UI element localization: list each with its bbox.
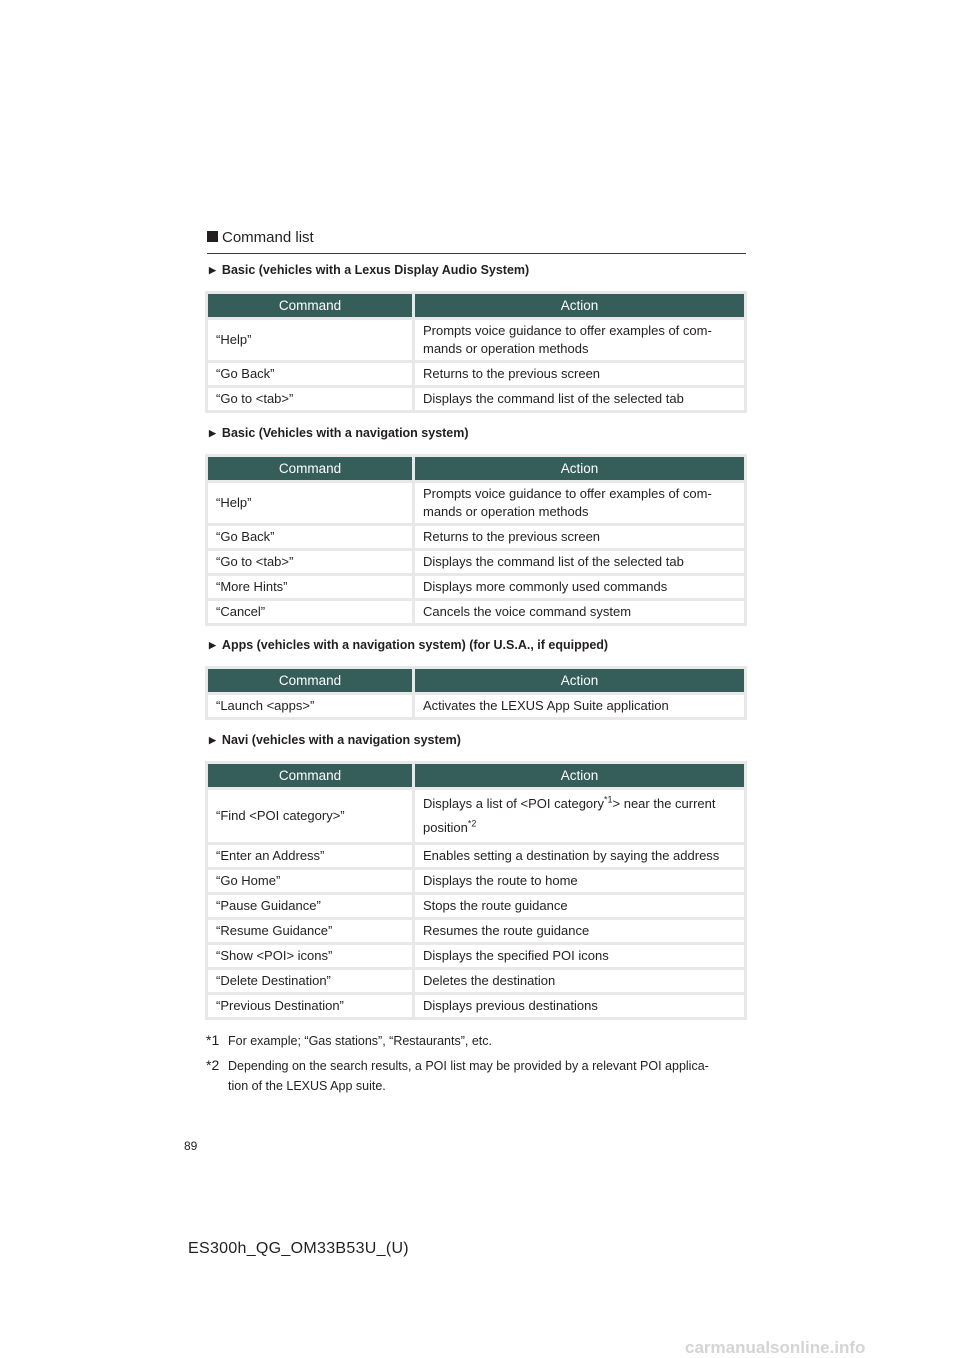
- action-cell: Deletes the destination: [415, 970, 744, 992]
- subsection-heading-text: Basic (Vehicles with a navigation system): [221, 426, 469, 440]
- triangle-bullet-icon: ▶: [209, 428, 216, 438]
- table-row: [208, 695, 744, 717]
- footnote-text: For example; “Gas stations”, “Restaurants”, etc.: [228, 1034, 492, 1048]
- column-header-action: Action: [415, 669, 744, 692]
- command-cell: “Previous Destination”: [208, 995, 412, 1017]
- triangle-bullet-icon: ▶: [209, 265, 216, 275]
- subsection-heading-text: Apps (vehicles with a navigation system) (for U.S.A., if equipped): [221, 638, 609, 652]
- table-header-row: [208, 457, 744, 480]
- action-text: > near the current: [612, 796, 716, 811]
- command-cell: “Go Back”: [208, 363, 412, 385]
- command-cell: “Go to <tab>”: [208, 551, 412, 573]
- footnote-text-continued: tion of the LEXUS App suite.: [228, 1079, 386, 1093]
- column-header-action: Action: [415, 457, 744, 480]
- action-cell: Stops the route guidance: [415, 895, 744, 917]
- subsection-heading-text: Navi (vehicles with a navigation system): [221, 733, 461, 747]
- table-header-row: [208, 764, 744, 787]
- command-table-navi: [205, 761, 747, 1020]
- table-row: [208, 920, 744, 942]
- table-row: [208, 790, 744, 842]
- subsection-heading-basic-nav: [209, 426, 469, 446]
- table-header-row: [208, 669, 744, 692]
- footnote-2: [206, 1055, 746, 1096]
- action-cell: Enables setting a destination by saying the address: [415, 845, 744, 867]
- command-cell: “Go to <tab>”: [208, 388, 412, 410]
- action-cell: Cancels the voice command system: [415, 601, 744, 623]
- command-table-basic-nav: [205, 454, 747, 626]
- command-cell: “Enter an Address”: [208, 845, 412, 867]
- footnote-ref: *1: [604, 794, 613, 805]
- document-code: ES300h_QG_OM33B53U_(U): [188, 1240, 409, 1257]
- action-cell: Returns to the previous screen: [415, 526, 744, 548]
- action-cell: Returns to the previous screen: [415, 363, 744, 385]
- table-header-row: [208, 294, 744, 317]
- section-heading: [207, 229, 746, 254]
- action-cell: Displays previous destinations: [415, 995, 744, 1017]
- table-row: [208, 483, 744, 523]
- command-cell: “Go Home”: [208, 870, 412, 892]
- subsection-heading-navi: [209, 733, 461, 753]
- action-cell: Displays the specified POI icons: [415, 945, 744, 967]
- command-cell: “Cancel”: [208, 601, 412, 623]
- command-cell: “Help”: [208, 320, 412, 360]
- action-text: Displays a list of <POI category: [423, 796, 604, 811]
- table-row: [208, 576, 744, 598]
- table-row: [208, 320, 744, 360]
- action-cell: Displays the command list of the selected tab: [415, 551, 744, 573]
- command-cell: “Launch <apps>”: [208, 695, 412, 717]
- command-cell: “Go Back”: [208, 526, 412, 548]
- action-text: position: [423, 820, 468, 835]
- command-cell: “Help”: [208, 483, 412, 523]
- column-header-action: Action: [415, 294, 744, 317]
- square-bullet-icon: [207, 231, 218, 242]
- column-header-command: Command: [208, 669, 412, 692]
- action-cell: [415, 790, 744, 842]
- watermark: carmanualsonline.info: [685, 1338, 866, 1357]
- column-header-command: Command: [208, 294, 412, 317]
- footnote-ref: *2: [467, 818, 477, 829]
- command-cell: “Show <POI> icons”: [208, 945, 412, 967]
- table-row: [208, 945, 744, 967]
- command-cell: “Delete Destination”: [208, 970, 412, 992]
- command-table-basic-lda: [205, 291, 747, 413]
- action-cell: Displays more commonly used commands: [415, 576, 744, 598]
- column-header-command: Command: [208, 457, 412, 480]
- footnote-mark: *2: [206, 1057, 220, 1073]
- table-row: [208, 388, 744, 410]
- command-table-apps: [205, 666, 747, 720]
- table-row: [208, 970, 744, 992]
- table-row: [208, 895, 744, 917]
- page-number: 89: [184, 1139, 198, 1153]
- table-row: [208, 601, 744, 623]
- table-row: [208, 526, 744, 548]
- column-header-command: Command: [208, 764, 412, 787]
- subsection-heading-apps: [209, 638, 608, 658]
- action-cell: Prompts voice guidance to offer examples of com- mands or operation methods: [415, 320, 744, 360]
- command-cell: “Pause Guidance”: [208, 895, 412, 917]
- triangle-bullet-icon: ▶: [209, 640, 216, 650]
- column-header-action: Action: [415, 764, 744, 787]
- action-cell: Prompts voice guidance to offer examples of com- mands or operation methods: [415, 483, 744, 523]
- footnote-mark: *1: [206, 1032, 220, 1048]
- action-cell: Resumes the route guidance: [415, 920, 744, 942]
- table-row: [208, 995, 744, 1017]
- action-cell: Activates the LEXUS App Suite application: [415, 695, 744, 717]
- triangle-bullet-icon: ▶: [209, 735, 216, 745]
- table-row: [208, 870, 744, 892]
- footnote-1: [206, 1030, 746, 1051]
- subsection-heading-basic-lda: [209, 263, 529, 283]
- command-cell: “Find <POI category>”: [208, 790, 412, 842]
- table-row: [208, 551, 744, 573]
- action-cell: Displays the route to home: [415, 870, 744, 892]
- command-cell: “Resume Guidance”: [208, 920, 412, 942]
- action-cell: Displays the command list of the selected tab: [415, 388, 744, 410]
- table-row: [208, 845, 744, 867]
- command-cell: “More Hints”: [208, 576, 412, 598]
- subsection-heading-text: Basic (vehicles with a Lexus Display Audio System): [221, 263, 530, 277]
- table-row: [208, 363, 744, 385]
- footnote-text: Depending on the search results, a POI list may be provided by a relevant POI applica-: [228, 1059, 709, 1073]
- section-title: Command list: [222, 229, 314, 246]
